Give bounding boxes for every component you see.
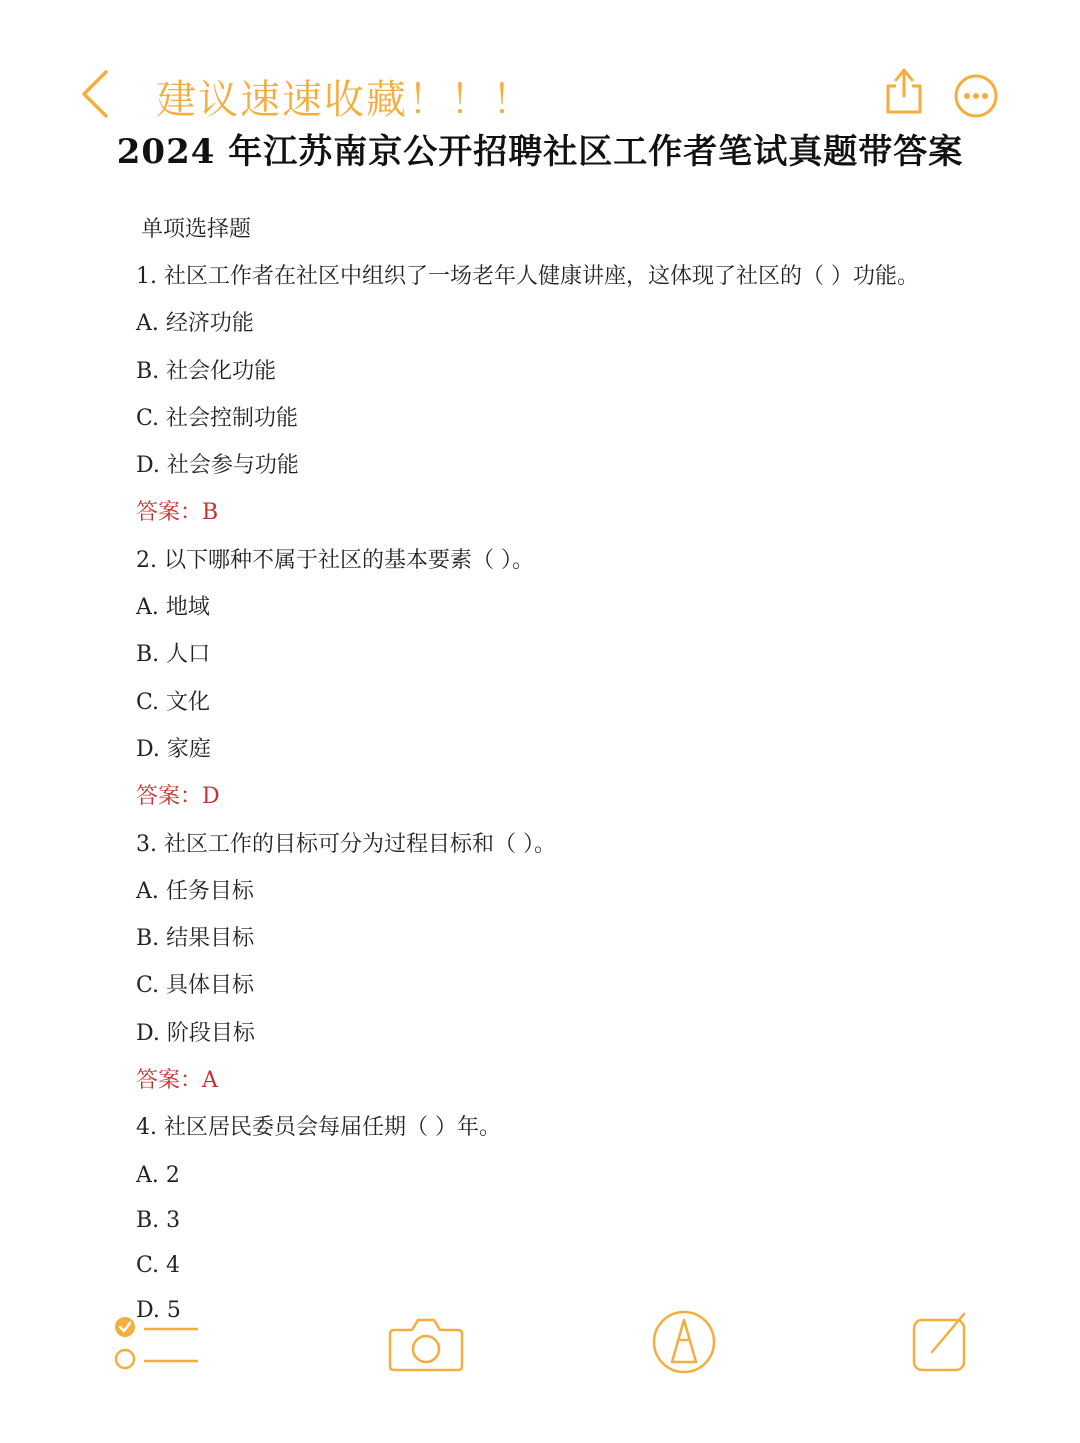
option-b: B. 3 bbox=[136, 1207, 181, 1233]
camera-icon bbox=[386, 1314, 466, 1374]
back-button[interactable] bbox=[76, 66, 120, 122]
question-text: 3. 社区工作的目标可分为过程目标和（ ）。 bbox=[136, 831, 556, 857]
note-title: 建议速速收藏！！！ bbox=[156, 77, 534, 123]
option-a: A. 地域 bbox=[136, 595, 210, 621]
option-a: A. 任务目标 bbox=[136, 878, 254, 904]
question-text: 2. 以下哪种不属于社区的基本要素（ ）。 bbox=[136, 547, 534, 573]
share-icon bbox=[880, 64, 928, 116]
question-text: 1. 社区工作者在社区中组织了一场老年人健康讲座，这体现了社区的（ ）功能。 bbox=[136, 264, 919, 289]
chevron-left-icon bbox=[76, 66, 120, 122]
share-button[interactable] bbox=[880, 64, 928, 116]
top-bar bbox=[0, 0, 1080, 130]
checklist-button[interactable] bbox=[108, 1312, 204, 1374]
more-button[interactable] bbox=[952, 72, 1000, 120]
markup-button[interactable] bbox=[650, 1308, 718, 1376]
option-d: D. 5 bbox=[136, 1297, 181, 1323]
checklist-icon bbox=[108, 1312, 204, 1374]
compose-button[interactable] bbox=[908, 1310, 972, 1376]
camera-button[interactable] bbox=[386, 1314, 466, 1374]
option-c: C. 4 bbox=[136, 1252, 181, 1278]
option-b: B. 社会化功能 bbox=[136, 358, 277, 384]
option-d: D. 家庭 bbox=[136, 736, 211, 762]
pen-markup-icon bbox=[650, 1308, 718, 1376]
option-a: A. 经济功能 bbox=[136, 311, 254, 337]
question-text: 4. 社区居民委员会每届任期（ ）年。 bbox=[136, 1115, 501, 1141]
more-icon bbox=[952, 72, 1000, 120]
option-d: D. 社会参与功能 bbox=[136, 453, 299, 479]
section-label: 单项选择题 bbox=[141, 217, 252, 242]
option-d: D. 阶段目标 bbox=[136, 1020, 255, 1046]
bottom-toolbar bbox=[0, 1300, 1080, 1400]
option-c: C. 具体目标 bbox=[136, 973, 255, 999]
document-body[interactable] bbox=[136, 210, 1036, 1336]
answer-text: 答案：D bbox=[136, 784, 220, 810]
answer-text: 答案：A bbox=[136, 1068, 218, 1094]
option-a: A. 2 bbox=[136, 1162, 180, 1188]
answer-text: 答案：B bbox=[136, 500, 219, 526]
option-b: B. 人口 bbox=[136, 642, 211, 668]
option-c: C. 社会控制功能 bbox=[136, 405, 299, 431]
document-title: 2024 年江苏南京公开招聘社区工作者笔试真题带答案 bbox=[116, 132, 964, 172]
compose-icon bbox=[908, 1310, 972, 1376]
option-c: C. 文化 bbox=[136, 689, 211, 715]
option-b: B. 结果目标 bbox=[136, 926, 255, 952]
